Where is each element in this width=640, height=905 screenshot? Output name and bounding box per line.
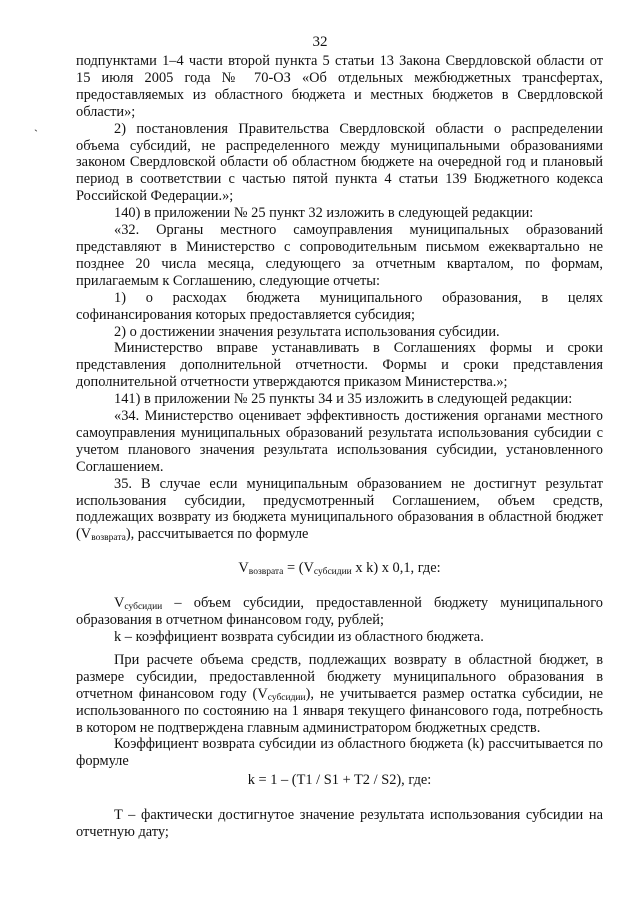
paragraph-8: 141) в приложении № 25 пункты 34 и 35 изложить в следующей редакции: (114, 391, 573, 408)
paragraph-1: подпунктами 1–4 части второй пункта 5 статьи 13 Закона Свердловской области от 15 июля 2005 года № 70-ОЗ «Об отдельных межбюджетных трансфертах, предоставляемых из областного бюджета и местных бюджетов в Свердловской области»; (76, 53, 603, 120)
formula-1-tail: x k) x 0,1, где: (351, 560, 441, 577)
paragraph-7: Министерство вправе устанавливать в Соглашениях формы и сроки представления дополнительной отчетности. Формы и сроки представления дополнительной отчетности утверждаются приказом Министерства.»; (76, 340, 603, 391)
paragraph-15: T – фактически достигнутое значение результата использования субсидии на отчетную дату; (76, 807, 603, 841)
paragraph-13 (76, 652, 603, 737)
paragraph-13-tail: ), не учитывается размер остатка субсидии, не использованного по состоянию на 1 января текущего финансового года, потребность в котором не подтверждена главным администратором бюджетных средств. (76, 685, 603, 736)
paragraph-10-text: 35. В случае если муниципальным образованием не достигнут результат использования субсидии, предусмотренный Соглашением, объем средств, подлежащих возврату из бюджета муниципального образования в областной бюджет (V (76, 475, 603, 543)
page-number: 32 (312, 34, 328, 50)
paragraph-4: «32. Органы местного самоуправления муниципальных образований представляют в Министерство с сопроводительным письмом ежеквартально не позднее 20 числа месяца, следующего за отчетным кварталом, по формам, прилагаемым к Соглашению, следующие отчеты: (76, 222, 603, 289)
paragraph-2: 2) постановления Правительства Свердловской области о распределении объема субсидий, не распределенного между муниципальными образованиями законом Свердловской области об областном бюджете на очередной год и плановый период в соответствии с частью пятой пункта 4 статьи 139 Бюджетного кодекса Российской Федерации.»; (76, 120, 603, 205)
formula-1-v: V (238, 560, 249, 577)
paragraph-10 (76, 476, 603, 544)
paragraph-11 (76, 595, 603, 629)
paragraph-11-text: – объем субсидии, предоставленной бюджету муниципального образования в отчетном финансовом году, рублей; (76, 595, 603, 629)
paragraph-10-tail: ), рассчитывается по формуле (125, 526, 309, 543)
paragraph-11-subscript: субсидии (124, 602, 163, 613)
paragraph-10-subscript: возврата (91, 533, 126, 544)
formula-1-mid: = (V (283, 560, 314, 577)
paragraph-3: 140) в приложении № 25 пункт 32 изложить в следующей редакции: (114, 205, 534, 222)
formula-return-volume (76, 560, 603, 577)
formula-1-sub-return: возврата (248, 567, 284, 578)
paragraph-5: 1) о расходах бюджета муниципального образования, в целях софинансирования которых предоставляется субсидия; (76, 289, 603, 323)
paragraph-13-subscript: субсидии (267, 692, 306, 703)
paragraph-6: 2) о достижении значения результата использования субсидии. (114, 323, 500, 340)
paragraph-9: «34. Министерство оценивает эффективность достижения органами местного самоуправления муниципальных образований результата использования субсидии с учетом планового значения результата использования субсидии, установленного Соглашением. (76, 408, 603, 475)
paragraph-12: k – коэффициент возврата субсидии из областного бюджета. (114, 629, 484, 645)
document-body (76, 53, 603, 841)
formula-coefficient: k = 1 – (T1 / S1 + T2 / S2), где: (247, 772, 432, 789)
formula-1-sub-subsidy: субсидии (313, 567, 352, 578)
paragraph-11-v: V (114, 595, 125, 612)
paragraph-13-text: При расчете объема средств, подлежащих возврату в областной бюджет, в размере субсидии, предоставленной бюджету муниципального образования в отчетном финансовом году (V (76, 651, 603, 702)
margin-mark: ` (34, 127, 38, 141)
paragraph-14: Коэффициент возврата субсидии из областного бюджета (k) рассчитывается по формуле (76, 736, 603, 770)
